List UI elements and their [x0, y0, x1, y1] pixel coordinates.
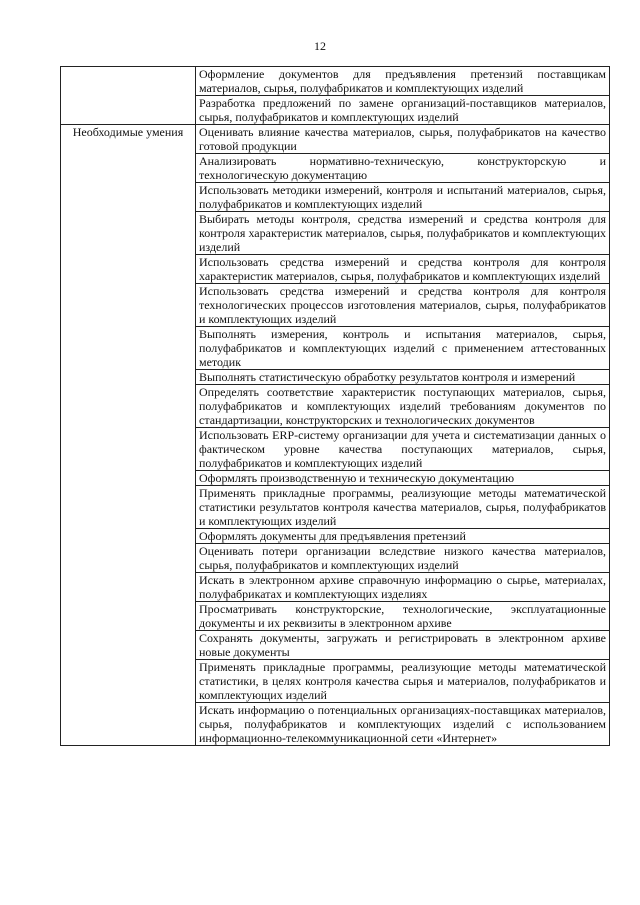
requirement-cell: Искать информацию о потенциальных организациях-поставщиках материалов, сырья, полуфабрикатов и комплектующих изделий с использованием информационно-телекоммуникационной сети «Интернет»: [196, 703, 610, 746]
requirement-cell: Разработка предложений по замене организаций-поставщиков материалов, сырья, полуфабрикатов и комплектующих изделий: [196, 96, 610, 125]
requirement-cell: Определять соответствие характеристик поступающих материалов, сырья, полуфабрикатов и комплектующих изделий требованиям документов по стандартизации, конструкторских и технологических документов: [196, 385, 610, 428]
requirement-cell: Оценивать влияние качества материалов, сырья, полуфабрикатов на качество готовой продукции: [196, 125, 610, 154]
requirement-cell: Использовать средства измерений и средства контроля для контроля характеристик материалов, сырья, полуфабрикатов и комплектующих изделий: [196, 255, 610, 284]
requirement-cell: Выполнять статистическую обработку результатов контроля и измерений: [196, 370, 610, 385]
requirement-cell: Оформлять документы для предъявления претензий: [196, 529, 610, 544]
section-heading-cell: Необходимые умения: [61, 125, 196, 746]
competency-table-body: [61, 67, 610, 746]
requirement-cell: Применять прикладные программы, реализующие методы математической статистики, в целях контроля качества сырья и материалов, полуфабрикатов и комплектующих изделий: [196, 660, 610, 703]
table-row: [61, 125, 610, 154]
section-heading-cell: [61, 67, 196, 125]
requirement-cell: Искать в электронном архиве справочную информацию о сырье, материалах, полуфабрикатах и комплектующих изделиях: [196, 573, 610, 602]
requirement-cell: Оценивать потери организации вследствие низкого качества материалов, сырья, полуфабрикатов и комплектующих изделий: [196, 544, 610, 573]
requirement-cell: Оформлять производственную и техническую документацию: [196, 471, 610, 486]
requirement-cell: Использовать средства измерений и средства контроля для контроля технологических процессов изготовления материалов, сырья, полуфабрикатов и комплектующих изделий: [196, 284, 610, 327]
requirement-cell: Оформление документов для предъявления претензий поставщикам материалов, сырья, полуфабрикатов и комплектующих изделий: [196, 67, 610, 96]
requirement-cell: Использовать ERP-систему организации для учета и систематизации данных о фактическом уровне качества поступающих материалов, сырья, полуфабрикатов и комплектующих изделий: [196, 428, 610, 471]
requirement-cell: Выполнять измерения, контроль и испытания материалов, сырья, полуфабрикатов и комплектующих изделий с применением аттестованных методик: [196, 327, 610, 370]
requirement-cell: Сохранять документы, загружать и регистрировать в электронном архиве новые документы: [196, 631, 610, 660]
requirement-cell: Анализировать нормативно-техническую, конструкторскую и технологическую документацию: [196, 154, 610, 183]
requirement-cell: Просматривать конструкторские, технологические, эксплуатационные документы и их реквизиты в электронном архиве: [196, 602, 610, 631]
table-row: [61, 67, 610, 96]
page-number: 12: [314, 39, 326, 53]
requirement-cell: Выбирать методы контроля, средства измерений и средства контроля для контроля характеристик материалов, сырья, полуфабрикатов и комплектующих изделий: [196, 212, 610, 255]
competency-table: [60, 66, 610, 746]
requirement-cell: Применять прикладные программы, реализующие методы математической статистики результатов контроля качества материалов, сырья, полуфабрикатов и комплектующих изделий: [196, 486, 610, 529]
requirement-cell: Использовать методики измерений, контроля и испытаний материалов, сырья, полуфабрикатов и комплектующих изделий: [196, 183, 610, 212]
